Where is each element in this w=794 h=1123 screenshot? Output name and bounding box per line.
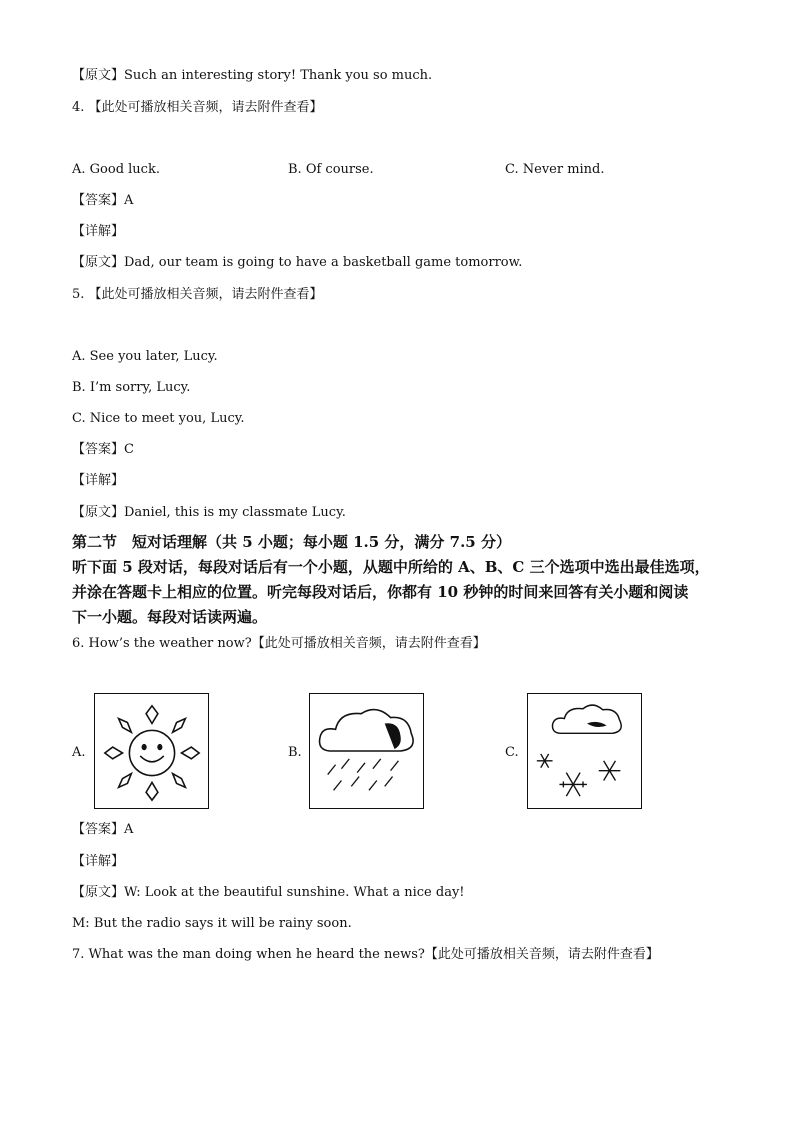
q5-option-c: C. Nice to meet you, Lucy. [72, 411, 245, 426]
q6-stem: 6. How’s the weather now?【此处可播放相关音频，请去附件查看】 [72, 636, 486, 651]
q4-option-b: B. Of course. [288, 162, 374, 177]
q5-option-a: A. See you later, Lucy. [72, 349, 218, 364]
q6-option-b-label: B. [288, 745, 302, 760]
q6-answer: 【答案】A [72, 822, 134, 837]
q6-option-c-label: C. [505, 745, 519, 760]
q6-script-m: M: But the radio says it will be rainy soon. [72, 916, 352, 931]
q5-stem: 5. 【此处可播放相关音频，请去附件查看】 [72, 287, 323, 302]
section-instruction-line: 听下面 5 段对话，每段对话后有一个小题，从题中所给的 A、B、C 三个选项中选出最佳选项， [72, 558, 710, 576]
q5-answer: 【答案】C [72, 442, 134, 457]
q4-answer: 【答案】A [72, 193, 134, 208]
snow-cloud-icon [527, 693, 642, 809]
sunny-icon [94, 693, 209, 809]
q6-detail: 【详解】 [72, 854, 125, 869]
q4-option-a: A. Good luck. [72, 162, 160, 177]
rain-cloud-icon [309, 693, 424, 809]
section-instruction-line: 并涂在答题卡上相应的位置。听完每段对话后，你都有 10 秒钟的时间来回答有关小题和阅读 [72, 583, 689, 601]
q5-script: 【原文】Daniel, this is my classmate Lucy. [72, 505, 346, 520]
q6-script-w: 【原文】W: Look at the beautiful sunshine. What a nice day! [72, 885, 465, 900]
section-title: 第二节 短对话理解（共 5 小题；每小题 1.5 分，满分 7.5 分） [72, 533, 511, 551]
q4-option-c: C. Never mind. [505, 162, 605, 177]
q4-script: 【原文】Dad, our team is going to have a basketball game tomorrow. [72, 255, 523, 270]
q3-script: 【原文】Such an interesting story! Thank you so much. [72, 68, 433, 83]
q6-option-a-label: A. [72, 745, 86, 760]
q5-option-b: B. I’m sorry, Lucy. [72, 380, 191, 395]
q5-detail: 【详解】 [72, 473, 125, 488]
q4-stem: 4. 【此处可播放相关音频，请去附件查看】 [72, 100, 323, 115]
section-instruction-line: 下一小题。每段对话读两遍。 [72, 608, 268, 626]
q4-detail: 【详解】 [72, 224, 125, 239]
q7-stem: 7. What was the man doing when he heard the news?【此处可播放相关音频，请去附件查看】 [72, 947, 659, 962]
